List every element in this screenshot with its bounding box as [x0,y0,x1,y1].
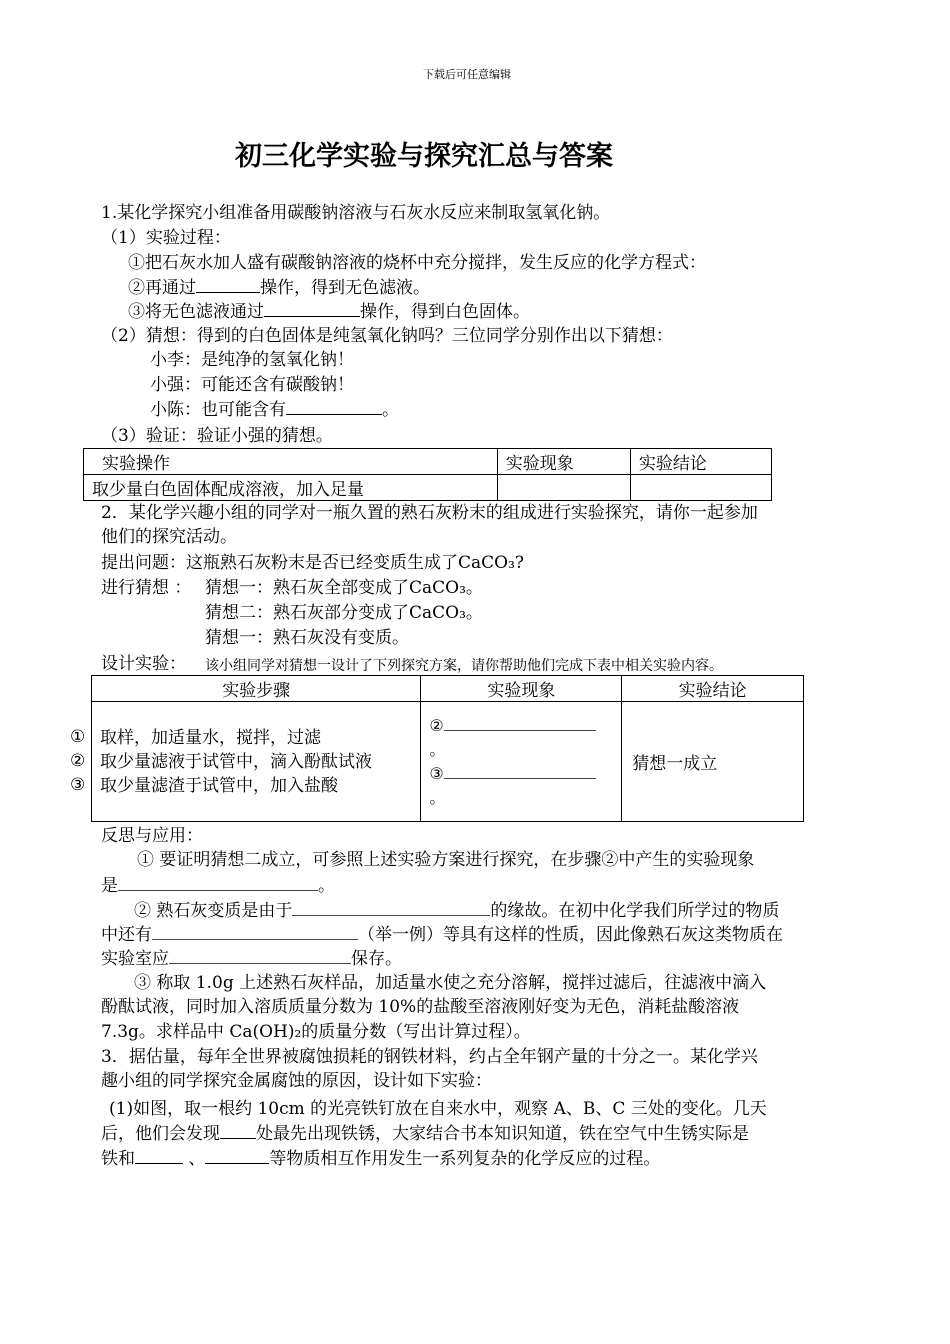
q1-step3 [128,299,530,324]
q2-r2-c: 中还有 [101,925,152,945]
q2-reflect-label: 反思与应用： [101,826,203,846]
q2-marker-2: ② [70,751,86,771]
q1-chen-text-b: 。 [382,400,399,420]
q2-r2-line2 [101,922,783,947]
q2-guess-label: 进行猜想 ： [101,578,192,598]
q1-step2-blank[interactable] [196,275,260,293]
q1-table [83,448,772,501]
q2-th-conclusion: 实验结论 [622,676,804,702]
q2-r1-line2 [101,873,335,898]
q1-verify: （3）验证：验证小强的猜想。 [101,426,333,446]
q2-r1-blank[interactable] [118,873,318,891]
q2-phen-marker-2: ② [429,715,444,735]
q1-guess-chen [150,397,399,422]
q1-intro: 1.某化学探究小组准备用碳酸钠溶液与石灰水反应来制取氢氧化钠。 [101,203,611,223]
q2-phen-marker-3: ③ [429,763,444,783]
q3-p1-3a: 铁和 [101,1149,135,1169]
q3-p1-2a: 后，他们会发现 [101,1124,220,1144]
q1-process-label: （1）实验过程： [101,228,231,248]
q3-p1-2b: 处最先出现铁锈，大家结合书本知识知道，铁在空气中生锈实际是 [256,1124,749,1144]
q3-p1-1: (1)如图，取一根约 10cm 的光亮铁钉放在自来水中，观察 A、B、C 三处的变化。几天 [109,1099,767,1119]
q2-r2-blank-3[interactable] [169,946,351,964]
q2-r2-e: 实验室应 [101,949,169,969]
q2-r3-2: 酚酞试液，同时加入溶质质量分数为 10%的盐酸至溶液刚好变为无色，消耗盐酸溶液 [101,997,740,1017]
q2-r3-1: ③ 称取 1.0g 上述熟石灰样品，加适量水使之充分溶解，搅拌过滤后，往滤液中滴入 [134,973,767,993]
q2-intro-2: 他们的探究活动。 [101,527,237,547]
q2-r2-line1 [134,898,779,923]
q2-marker-3: ③ [70,775,86,795]
q2-r2-f: 保存。 [351,949,402,969]
q2-r2-blank-1[interactable] [292,898,490,916]
q2-td-conclusion: 猜想一成立 [622,702,804,822]
q3-p1-line2 [101,1121,749,1146]
q3-blank-substance-1[interactable] [135,1146,183,1164]
q1-step3-blank[interactable] [264,299,360,317]
q2-design-label: 设计实验： [101,654,186,674]
q1-chen-text-a: 小陈：也可能含有 [150,400,286,420]
q1-td-operation: 取少量白色固体配成溶液，加入足量 [84,475,498,501]
q2-design-text: 该小组同学对猜想一设计了下列探究方案，请你帮助他们完成下表中相关实验内容。 [205,658,723,674]
q2-guess2: 猜想二：熟石灰部分变成了CaCO₃。 [205,603,483,623]
q1-td-phenomenon[interactable] [497,475,630,501]
q1-th-phenomenon: 实验现象 [497,449,630,475]
q1-step3-text-b: 操作，得到白色固体。 [360,302,530,322]
q2-guess3: 猜想一：熟石灰没有变质。 [205,628,409,648]
q1-chen-blank[interactable] [286,397,382,415]
q2-step-1: 取样，加适量水，搅拌，过滤 [100,727,321,748]
q1-td-conclusion[interactable] [630,475,771,501]
q1-table-header-row [84,449,772,475]
q2-r2-a: ② 熟石灰变质是由于 [134,901,293,921]
q2-r1-a: ① 要证明猜想二成立，可参照上述实验方案进行探究，在步骤②中产生的实验现象 [137,850,755,870]
q1-guess-label: （2）猜想：得到的白色固体是纯氢氧化钠吗？三位同学分别作出以下猜想： [101,326,673,346]
q2-th-steps: 实验步骤 [92,676,421,702]
q3-intro-2: 趣小组的同学探究金属腐蚀的原因，设计如下实验： [101,1071,492,1091]
q2-r2-blank-2[interactable] [152,922,358,940]
q2-question: 提出问题：这瓶熟石灰粉末是否已经变质生成了CaCO₃? [101,553,525,573]
q2-r1-c: 。 [318,876,335,896]
q1-step2-text-a: ②再通过 [128,278,196,298]
q2-table-row [92,702,804,822]
q2-r2-b: 的缘故。在初中化学我们所学过的物质 [490,901,780,921]
q2-r2-d: （举一例）等具有这样的性质，因此像熟石灰这类物质在 [358,925,783,945]
q1-th-operation: 实验操作 [84,449,498,475]
q2-table [91,675,804,822]
q2-td-phenomenon [421,702,622,822]
header-note: 下载后可任意编辑 [423,68,511,81]
q2-r2-line3 [101,946,402,971]
q3-p1-3c: 等物质相互作用发生一系列复杂的化学反应的过程。 [269,1149,661,1169]
q2-marker-1: ① [70,727,86,747]
q1-step3-text-a: ③将无色滤液通过 [128,302,264,322]
q2-intro-1: 2．某化学兴趣小组的同学对一瓶久置的熟石灰粉末的组成进行实验探究，请你一起参加 [101,503,758,523]
q3-blank-substance-2[interactable] [205,1146,269,1164]
q3-p1-3b: 、 [183,1149,206,1169]
q2-phen-end-3: 。 [429,787,446,807]
q2-phen-end-2: 。 [429,739,446,759]
q1-step2-text-b: 操作，得到无色滤液。 [260,278,430,298]
q2-step-3: 取少量滤渣于试管中，加入盐酸 [100,775,338,796]
q2-td-steps [92,702,421,822]
q3-p1-line3 [101,1146,660,1171]
q2-table-header-row [92,676,804,702]
q1-step2 [128,275,430,300]
q2-phen-blank-2[interactable] [444,717,596,731]
q1-th-conclusion: 实验结论 [630,449,771,475]
page-title: 初三化学实验与探究汇总与答案 [235,141,613,172]
q2-phen-blank-3[interactable] [444,765,596,779]
q2-r3-3: 7.3g。求样品中 Ca(OH)₂的质量分数（写出计算过程）。 [101,1022,531,1042]
q3-blank-location[interactable] [220,1121,256,1139]
q1-guess-qiang: 小强：可能还含有碳酸钠！ [150,375,354,395]
q1-step1: ①把石灰水加人盛有碳酸钠溶液的烧杯中充分搅拌，发生反应的化学方程式： [128,253,706,273]
q1-guess-li: 小李：是纯净的氢氧化钠！ [150,350,354,370]
q2-step-2: 取少量滤液于试管中，滴入酚酞试液 [100,751,372,772]
q2-guess1: 猜想一：熟石灰全部变成了CaCO₃。 [205,578,483,598]
q1-table-row [84,475,772,501]
q3-intro-1: 3．据估量，每年全世界被腐蚀损耗的钢铁材料，约占全年钢产量的十分之一。某化学兴 [101,1047,758,1067]
q2-th-phenomenon: 实验现象 [421,676,622,702]
q2-r1-b: 是 [101,876,118,896]
